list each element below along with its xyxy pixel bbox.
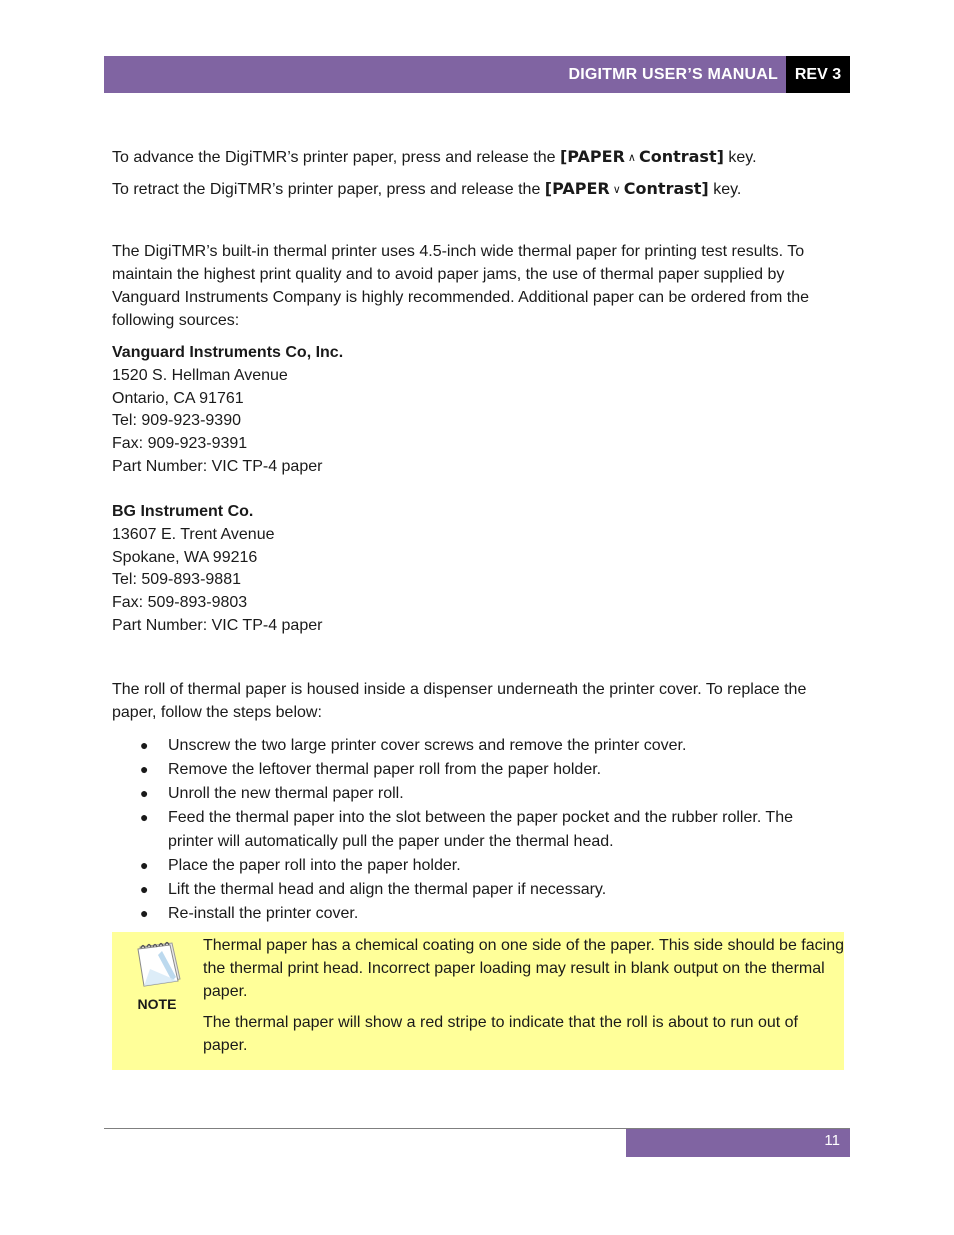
- step-text: Unscrew the two large printer cover screws and remove the printer cover.: [168, 737, 687, 754]
- source-phone: Tel: 909-923-9390: [112, 412, 241, 430]
- bullet-icon: ●: [140, 809, 149, 825]
- advance-text-end: key.: [723, 149, 757, 166]
- advance-paper-instruction: [112, 145, 852, 170]
- retract-text: To retract the DigiTMR’s printer paper, press and release the: [112, 181, 545, 198]
- source-part-number: Part Number: VIC TP-4 paper: [112, 457, 323, 475]
- source-name: Vanguard Instruments Co, Inc.: [112, 344, 344, 361]
- retract-text-end: key.: [708, 181, 742, 198]
- bullet-icon: ●: [140, 761, 149, 777]
- step-text: Re-install the printer cover.: [168, 904, 359, 922]
- list-item: [112, 758, 832, 782]
- bullet-icon: ●: [140, 785, 149, 801]
- manual-title: DIGITMR USER’S MANUAL: [568, 66, 778, 83]
- replace-paper-intro: The roll of thermal paper is housed inside a dispenser underneath the printer cover. To replace the paper, follow the steps below:: [112, 681, 807, 721]
- note-label: NOTE: [137, 996, 177, 1012]
- note-text: [203, 934, 845, 1065]
- list-item: [112, 734, 832, 758]
- source-bg-instrument: [112, 501, 322, 638]
- list-item: [112, 854, 832, 878]
- list-item: [112, 806, 832, 853]
- thermal-paper-intro: The DigiTMR’s built-in thermal printer uses 4.5-inch wide thermal paper for printing test results. To maintain the highest print quality and to avoid paper jams, the use of thermal paper supplied by Vanguard Instruments Company is highly recommended. Additional paper can be ordered from the following sources:: [112, 243, 809, 329]
- list-item: [112, 782, 832, 806]
- notepad-icon: [132, 939, 186, 987]
- page-footer: [626, 1129, 850, 1157]
- step-text: Remove the leftover thermal paper roll from the paper holder.: [168, 761, 602, 778]
- step-text: Place the paper roll into the paper holder.: [168, 856, 461, 874]
- source-address-line: 13607 E. Trent Avenue: [112, 525, 275, 543]
- bullet-icon: ●: [140, 880, 149, 897]
- note-box: [112, 932, 844, 1070]
- contrast-key-label: Contrast]: [623, 179, 709, 198]
- bullet-icon: ●: [140, 904, 149, 921]
- page-number: 11: [824, 1132, 840, 1149]
- up-arrow-icon: ∧: [627, 152, 636, 164]
- source-phone: Tel: 509-893-9881: [112, 571, 241, 589]
- source-vanguard: [112, 342, 343, 479]
- page-header: [104, 56, 850, 93]
- down-arrow-icon: ∨: [612, 184, 621, 196]
- source-fax: Fax: 509-893-9803: [112, 594, 248, 612]
- source-fax: Fax: 909-923-9391: [112, 435, 248, 453]
- list-item: [112, 878, 832, 902]
- step-text: Unroll the new thermal paper roll.: [168, 785, 404, 802]
- paper-key-label: [PAPER: [544, 179, 610, 198]
- note-paragraph: The thermal paper will show a red stripe to indicate that the roll is about to run out of paper.: [203, 1014, 798, 1054]
- source-part-number: Part Number: VIC TP-4 paper: [112, 616, 323, 634]
- list-item: [112, 902, 832, 926]
- advance-text: To advance the DigiTMR’s printer paper, press and release the: [112, 149, 560, 166]
- bullet-icon: ●: [140, 856, 149, 873]
- source-name: BG Instrument Co.: [112, 503, 254, 520]
- retract-paper-instruction: [112, 177, 852, 202]
- revision-badge: REV 3: [786, 56, 850, 93]
- bullet-icon: ●: [140, 737, 149, 753]
- note-paragraph: Thermal paper has a chemical coating on one side of the paper. This side should be facing the thermal print head. Incorrect paper loading may result in blank output on the thermal paper.: [203, 937, 844, 1000]
- paper-key-label: [PAPER: [559, 147, 625, 166]
- source-address-line: Ontario, CA 91761: [112, 389, 244, 407]
- replace-steps-list: [112, 734, 832, 926]
- source-address-line: Spokane, WA 99216: [112, 548, 258, 566]
- step-text: Feed the thermal paper into the slot between the paper pocket and the rubber roller. The printer will automatically pull the paper under the thermal head.: [168, 809, 793, 850]
- source-address-line: 1520 S. Hellman Avenue: [112, 366, 288, 384]
- step-text: Lift the thermal head and align the thermal paper if necessary.: [168, 880, 607, 898]
- contrast-key-label: Contrast]: [638, 147, 724, 166]
